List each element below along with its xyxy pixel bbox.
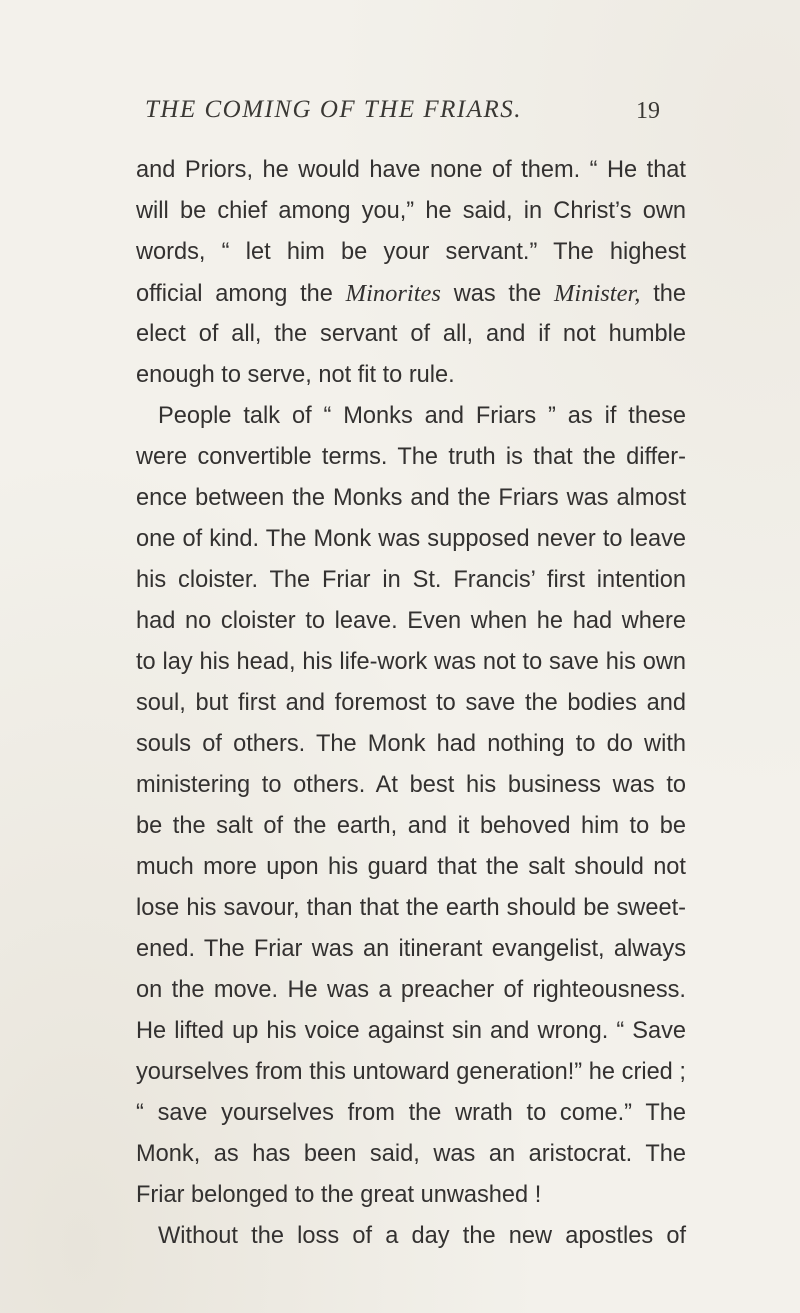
text-run: the xyxy=(640,281,686,307)
text-line: Without the loss of a day the new apostles of xyxy=(158,1223,686,1249)
running-head xyxy=(0,96,800,136)
text-run: was the xyxy=(440,281,554,307)
text-line: were convertible terms. The truth is that the differ- xyxy=(136,444,686,470)
text-line: much more upon his guard that the salt should not xyxy=(136,854,686,880)
text-line: Friar belonged to the great unwashed ! xyxy=(136,1182,542,1208)
page-number: 19 xyxy=(636,98,660,124)
italic-term-minorites: Minorites xyxy=(345,280,441,307)
text-run: official among the xyxy=(136,281,346,307)
text-line: Monk, as has been said, was an aristocrat. The xyxy=(136,1141,686,1167)
text-line: will be chief among you,” he said, in Christ’s own xyxy=(136,198,686,224)
text-line: ence between the Monks and the Friars was almost xyxy=(136,485,686,511)
text-line: “ save yourselves from the wrath to come.” The xyxy=(136,1100,686,1126)
italic-term-minister: Minister, xyxy=(554,280,641,307)
text-line: He lifted up his voice against sin and wrong. “ Save xyxy=(136,1018,686,1044)
text-line: ministering to others. At best his business was to xyxy=(136,772,686,798)
text-line xyxy=(136,273,686,314)
text-line: words, “ let him be your servant.” The highest xyxy=(136,239,686,265)
text-line: be the salt of the earth, and it behoved him to be xyxy=(136,813,686,839)
running-title: THE COMING OF THE FRIARS. xyxy=(145,96,523,123)
text-line: elect of all, the servant of all, and if not humble xyxy=(136,321,686,347)
text-line: soul, but first and foremost to save the bodies and xyxy=(136,690,686,716)
text-line: lose his savour, than that the earth should be sweet- xyxy=(136,895,686,921)
text-line: and Priors, he would have none of them. “ He that xyxy=(136,157,686,183)
text-line: his cloister. The Friar in St. Francis’ first intention xyxy=(136,567,686,593)
text-line: one of kind. The Monk was supposed never to leave xyxy=(136,526,686,552)
text-line: ened. The Friar was an itinerant evangelist, always xyxy=(136,936,686,962)
text-line: enough to serve, not fit to rule. xyxy=(136,362,455,388)
text-line: People talk of “ Monks and Friars ” as if these xyxy=(158,403,686,429)
text-line: to lay his head, his life-work was not to save his own xyxy=(136,649,686,675)
text-line: had no cloister to leave. Even when he had where xyxy=(136,608,686,634)
text-line: on the move. He was a preacher of righteousness. xyxy=(136,977,686,1003)
text-line: souls of others. The Monk had nothing to do with xyxy=(136,731,686,757)
body-text xyxy=(136,150,686,1257)
text-line: yourselves from this untoward generation!” he cried ; xyxy=(136,1059,686,1085)
